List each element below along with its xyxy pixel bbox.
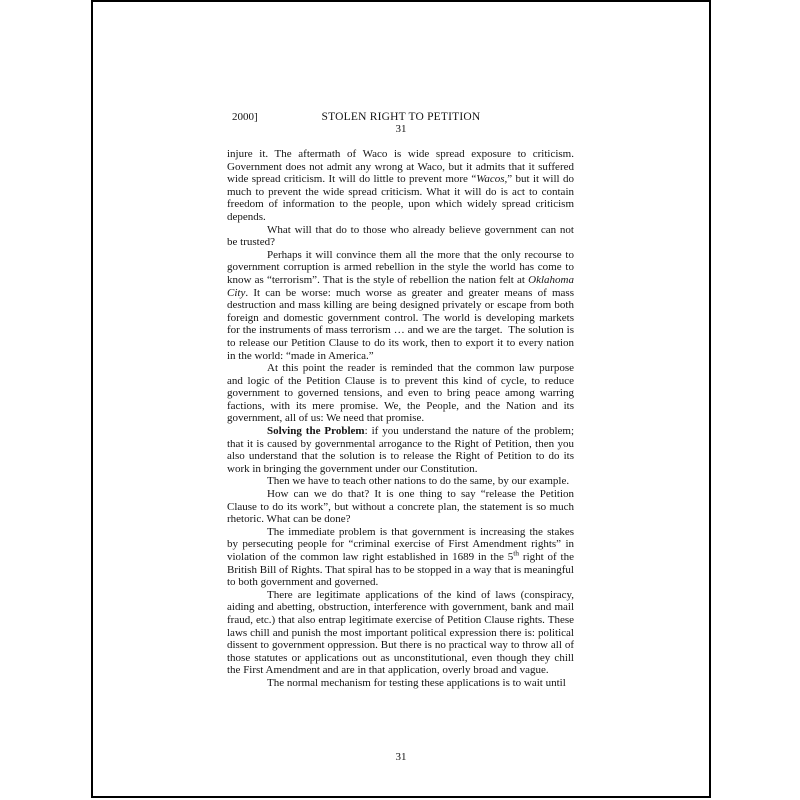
paragraph: The normal mechanism for testing these applications is to wait until [267, 676, 566, 689]
paragraph: At this point the reader is reminded that the common law purpose and logic of the Petition Clause is to prevent this kind of cycle, to reduce government to governed tensions, and even to bring peace among warring factions, with its mere promise. We, the People, and the Nation and its government, all of us: We need that promise. [227, 362, 574, 425]
running-head-title: STOLEN RIGHT TO PETITION [321, 111, 481, 123]
paragraph: There are legitimate applications of the kind of laws (conspiracy, aiding and abetting, obstruction, interference with government, bank and mail fraud, etc.) that also entrap legitimate exercise of Petition Clause rights. These laws chill and punish the most important political expression there is: political dissent to government oppression. But there is no practical way to throw all of those statutes or applications out as unconstitutional, even though they chill the First Amendment and are in that application, overly broad and vague. [227, 588, 574, 677]
running-head-year: 2000] [232, 111, 258, 123]
paragraph: How can we do that? It is one thing to say “release the Petition Clause to do its work”, but without a concrete plan, the statement is so much rhetoric. What can be done? [227, 488, 574, 526]
paragraph: What will that do to those who already believe government can not be trusted? [227, 223, 574, 249]
paragraph: injure it. The aftermath of Waco is wide spread exposure to criticism. Government does not admit any wrong at Waco, but it admits that it suffered wide spread criticism. It will do little to prevent more “Wacos,” but it will do much to prevent the wide spread criticism. What it will do is act to contain freedom of information to the people, upon which widely spread criticism depends. [227, 148, 574, 223]
body-text [227, 148, 574, 690]
document-page [91, 0, 711, 798]
paragraph: Solving the Problem: if you understand the nature of the problem; that it is caused by governmental arrogance to the Right of Petition, then you also understand that the solution is to release the Right of Petition to do its work in bringing the government under our Constitution. [227, 425, 575, 475]
paragraph: Then we have to teach other nations to do the same, by our example. [267, 475, 570, 488]
header-page-number: 31 [395, 123, 407, 135]
footer-page-number: 31 [395, 751, 407, 763]
paragraph: The immediate problem is that government is increasing the stakes by persecuting people for “criminal exercise of First Amendment rights” in violation of the common law right established in 1689 in the 5th right of the British Bill of Rights. That spiral has to be stopped in a way that is meaningful to both government and governed. [227, 525, 574, 589]
paragraph: Perhaps it will convince them all the more that the only recourse to government corruption is armed rebellion in the style the world has come to know as “terrorism”. That is the style of rebellion the nation felt at Oklahoma City. It can be worse: much worse as greater and greater means of mass destruction and mass killing are being designed privately or escape from both foreign and domestic government control. The world is developing markets for the instruments of mass terrorism … and we are the target. The solution is to release our Petition Clause to do its work, then to export it to every nation in the world: “made in America.” [227, 248, 574, 362]
